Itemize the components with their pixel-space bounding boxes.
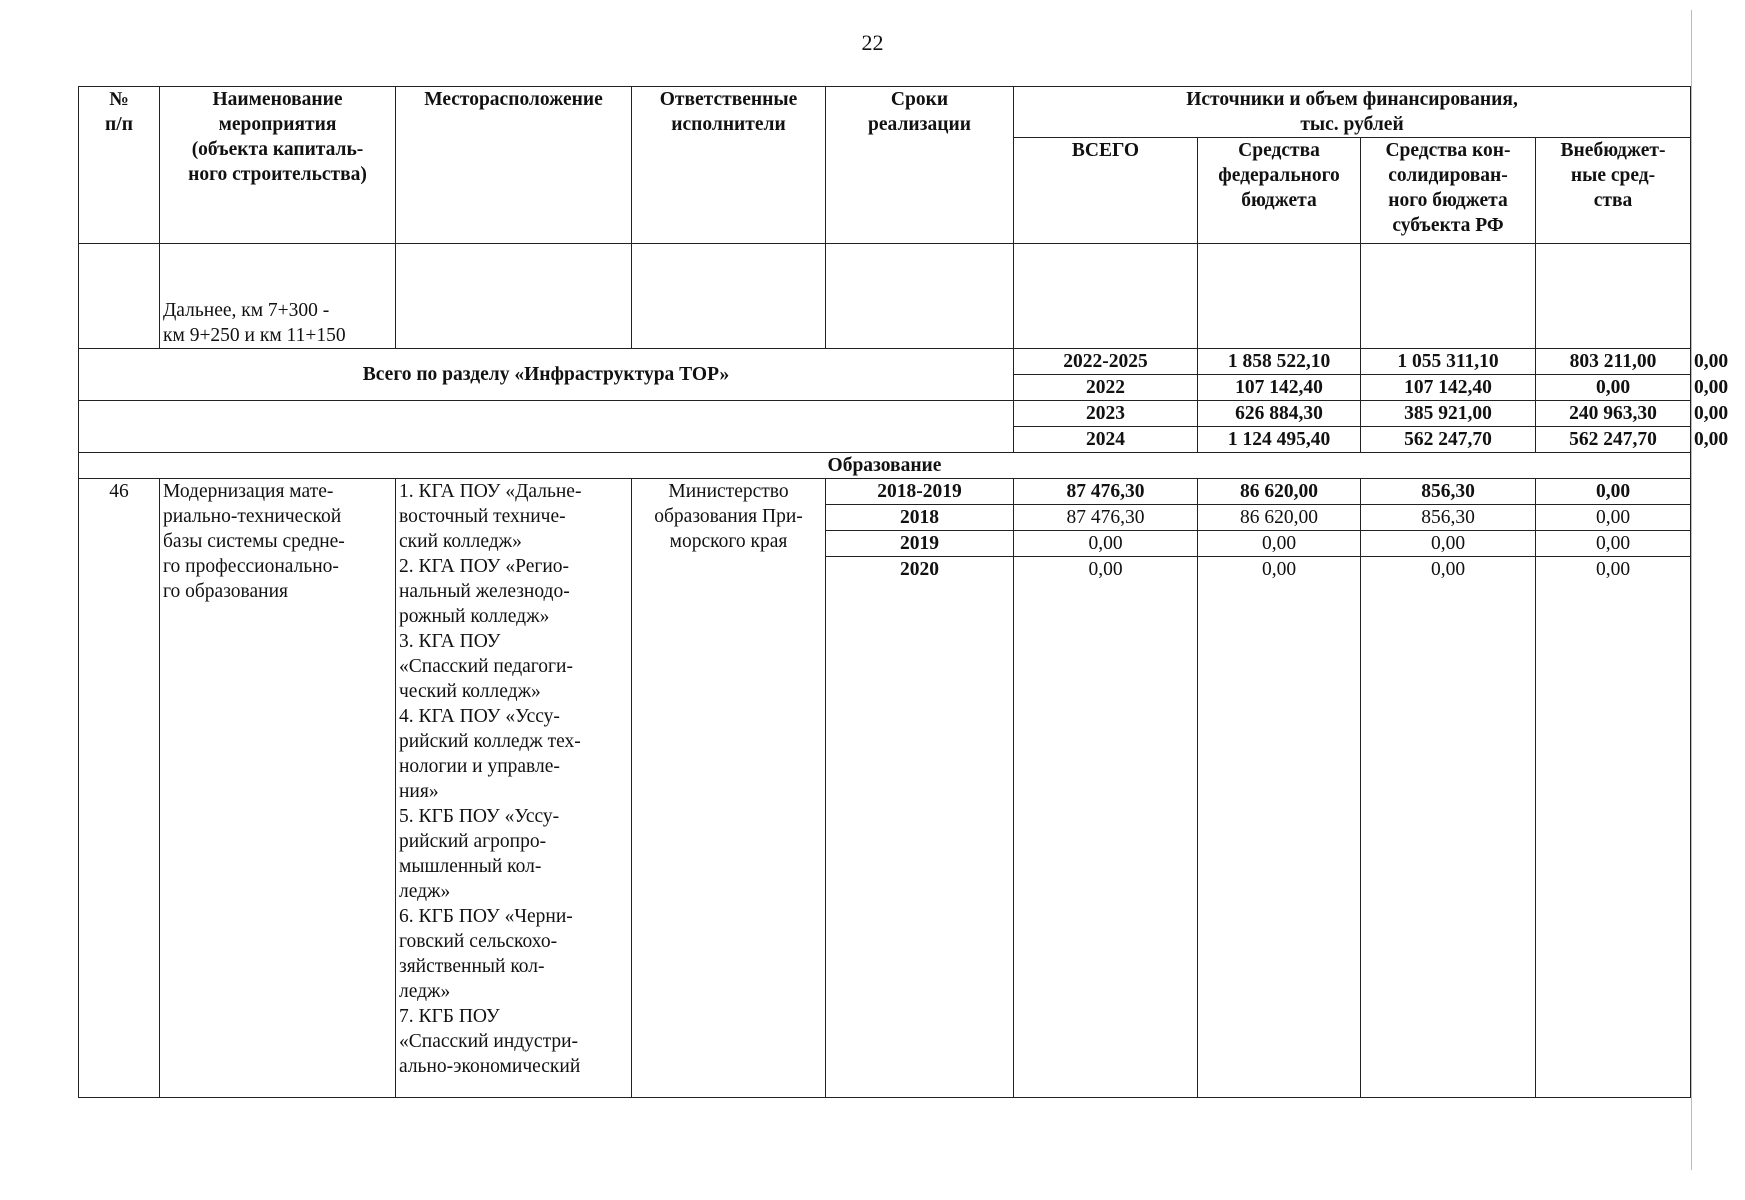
infra-federal: 1 055 311,10 [1361,349,1536,375]
infra-total-row: Всего по разделу «Инфраструктура ТОР» 2022-2025 1 858 522,10 1 055 311,10 803 211,00 0,00 [79,349,1691,375]
item-consolidated: 0,00 [1361,531,1536,557]
infra-federal: 107 142,40 [1361,375,1536,401]
infra-period: 2022-2025 [1014,349,1198,375]
infra-total: 107 142,40 [1198,375,1361,401]
infra-total-row: 2022 107 142,40 107 142,40 0,00 0,00 [79,375,1691,401]
header-consolidated: Средства кон- солидирован- ного бюджета субъекта РФ [1361,138,1536,244]
item-extra: 0,00 [1536,531,1691,557]
continued-name: Дальнее, км 7+300 - км 9+250 и км 11+150 [160,244,396,349]
infra-total-row: 2023 626 884,30 385 921,00 240 963,30 0,00 [79,401,1691,427]
item-consolidated: 856,30 [1361,505,1536,531]
item-federal: 0,00 [1198,557,1361,1098]
item-consolidated: 856,30 [1361,479,1536,505]
section-title: Образование [79,453,1691,479]
infra-period: 2024 [1014,427,1198,453]
item-extra: 0,00 [1536,505,1691,531]
item-extra: 0,00 [1536,479,1691,505]
infra-total-row: 2024 1 124 495,40 562 247,70 562 247,70 0,00 [79,427,1691,453]
infra-consolidated: 562 247,70 [1536,427,1691,453]
item-number: 46 [79,479,160,1098]
header-num: № п/п [79,87,160,244]
section-row [79,453,1691,479]
item-extra: 0,00 [1536,557,1691,1098]
header-federal: Средства федерального бюджета [1198,138,1361,244]
item-total: 87 476,30 [1014,505,1198,531]
infra-consolidated: 0,00 [1536,375,1691,401]
header-location: Месторасположение [396,87,632,244]
item-name: Модернизация мате- риально-технической базы системы средне- го профессионально- го образования [160,479,396,1098]
infra-total-label: Всего по разделу «Инфраструктура ТОР» [79,349,1014,401]
item-consolidated: 0,00 [1361,557,1536,1098]
financing-table [78,86,1729,1098]
item-executor: Министерство образования При- морского края [632,479,826,1098]
item-location: 1. КГА ПОУ «Дальне- восточный техниче- ский колледж» 2. КГА ПОУ «Регио- нальный железнодо- рожный колледж» 3. КГА ПОУ «Спасский педагоги- ческий колледж» 4. КГА ПОУ «Уссу- рийский колледж тех- нологии и управле- ния» 5. КГБ ПОУ «Уссу- рийский агропро- мышленный кол- ледж» 6. КГБ ПОУ «Черни- говский сельскохо- зяйственный кол- ледж» 7. КГБ ПОУ «Спасский индустри- ально-экономический [396,479,632,1098]
infra-period: 2022 [1014,375,1198,401]
item-period: 2019 [826,531,1014,557]
infra-total: 1 124 495,40 [1198,427,1361,453]
header-terms: Сроки реализации [826,87,1014,244]
item-total: 0,00 [1014,531,1198,557]
page-edge-line [1691,10,1692,1170]
infra-total: 1 858 522,10 [1198,349,1361,375]
header-executors: Ответственные исполнители [632,87,826,244]
item-total: 0,00 [1014,557,1198,1098]
item-row [79,479,1691,505]
header-name: Наименование мероприятия (объекта капиталь- ного строительства) [160,87,396,244]
header-financing: Источники и объем финансирования, тыс. рублей [1014,87,1691,138]
item-federal: 86 620,00 [1198,505,1361,531]
item-period: 2018-2019 [826,479,1014,505]
item-federal: 86 620,00 [1198,479,1361,505]
infra-consolidated: 240 963,30 [1536,401,1691,427]
infra-period: 2023 [1014,401,1198,427]
infra-consolidated: 803 211,00 [1536,349,1691,375]
page-number: 22 [861,30,884,55]
item-federal: 0,00 [1198,531,1361,557]
item-period: 2020 [826,557,1014,1098]
infra-blank-cell [79,401,1014,453]
header-extrabudget: Внебюджет- ные сред- ства [1536,138,1691,244]
item-period: 2018 [826,505,1014,531]
infra-total: 626 884,30 [1198,401,1361,427]
infra-federal: 385 921,00 [1361,401,1536,427]
continued-row [79,244,1691,349]
infra-federal: 562 247,70 [1361,427,1536,453]
item-total: 87 476,30 [1014,479,1198,505]
header-total: ВСЕГО [1014,138,1198,244]
